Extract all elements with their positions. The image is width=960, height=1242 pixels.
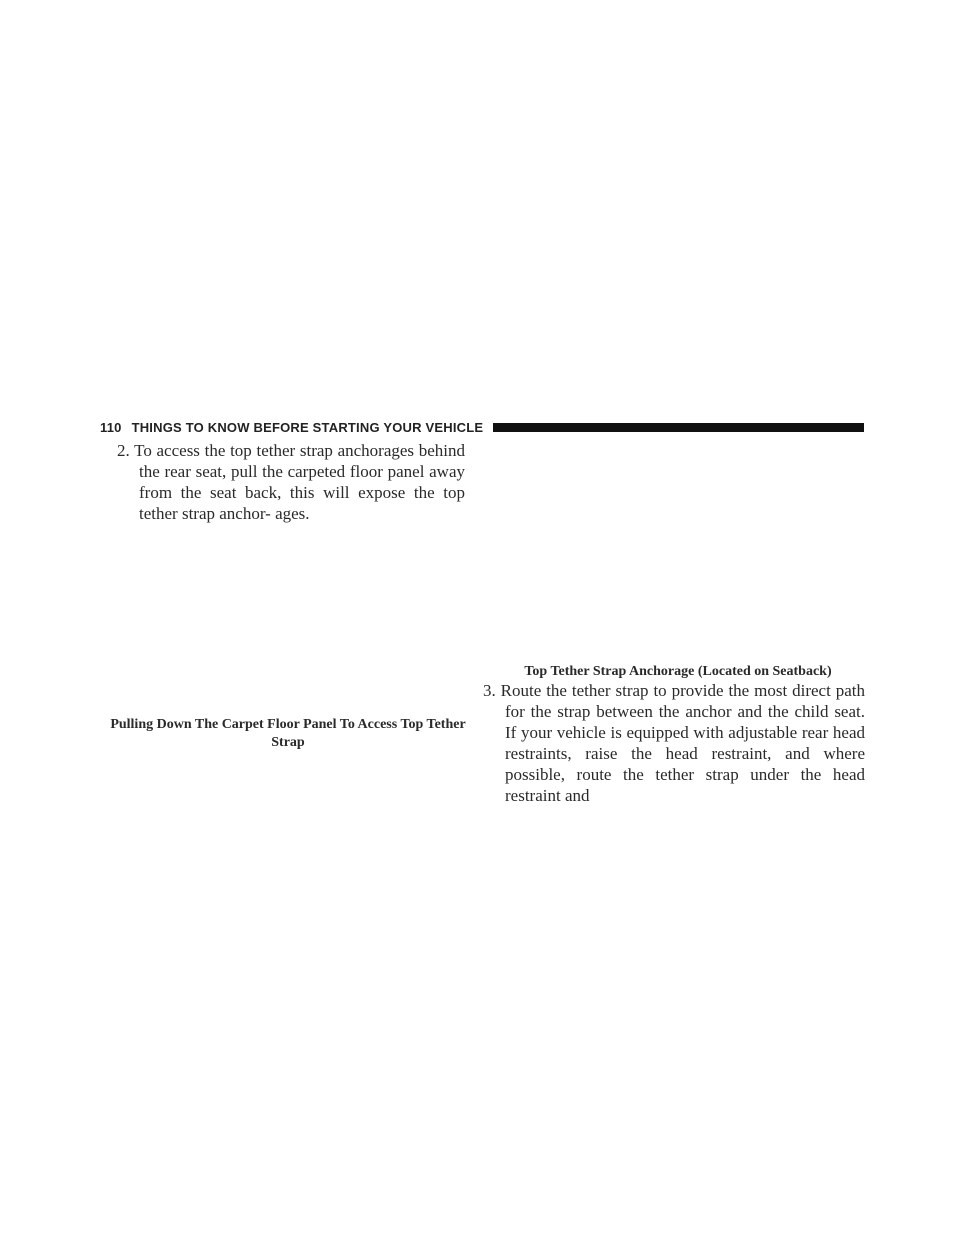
right-column: [483, 680, 865, 806]
tether-anchorage-figure-caption: Top Tether Strap Anchorage (Located on Seatback): [524, 664, 832, 679]
carpet-panel-figure-caption: Pulling Down The Carpet Floor Panel To Access Top Tether Strap: [110, 717, 466, 750]
page-header: [100, 418, 864, 436]
header-rule: [493, 423, 864, 432]
page-number: 110: [100, 419, 122, 435]
section-title: THINGS TO KNOW BEFORE STARTING YOUR VEHICLE: [131, 419, 484, 435]
left-column: [117, 440, 465, 524]
step-2-text: 2. To access the top tether strap anchorages behind the rear seat, pull the carpeted floor panel away from the seat back, this will expose the top tether strap anchor- ages.: [117, 441, 465, 523]
tether-anchorage-figure: [490, 440, 866, 658]
carpet-panel-figure: [117, 530, 465, 710]
step-3-text: 3. Route the tether strap to provide the most direct path for the strap between the anchor and the child seat. If your vehicle is equipped with adjustable rear head restraints, raise the head restraint, and where possible, route the tether strap under the head restraint and: [483, 681, 865, 805]
